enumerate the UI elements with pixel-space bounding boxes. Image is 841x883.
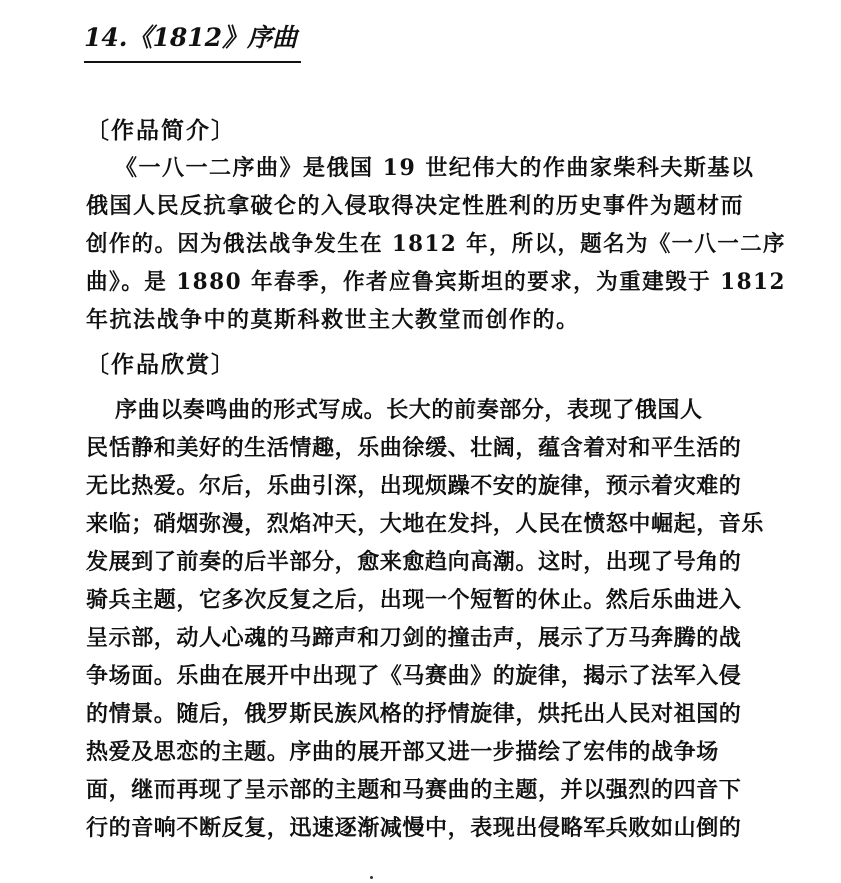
section-heading-intro: 〔作品简介〕 — [86, 117, 236, 144]
text-line: 无比热爱。尔后，乐曲引深，出现烦躁不安的旋律，预示着灾难的 — [86, 473, 742, 499]
text-line: 曲》。是 1880 年春季，作者应鲁宾斯坦的要求，为重建毁于 1812 — [86, 269, 786, 295]
text-line: 创作的。因为俄法战争发生在 1812 年，所以，题名为《一八一二序 — [86, 231, 786, 257]
text-line: 骑兵主题，它多次反复之后，出现一个短暂的休止。然后乐曲进入 — [86, 587, 742, 613]
text-line: 序曲以奏鸣曲的形式写成。长大的前奏部分，表现了俄国人 — [115, 397, 703, 423]
text-line: 民恬静和美好的生活情趣，乐曲徐缓、壮阔，蕴含着对和平生活的 — [86, 435, 742, 461]
text-line: 面，继而再现了呈示部的主题和马赛曲的主题，并以强烈的四音下 — [86, 777, 742, 803]
title-underline — [84, 61, 301, 63]
text-line: 《一八一二序曲》是俄国 19 世纪伟大的作曲家柴科夫斯基以 — [115, 155, 755, 181]
text-line: 呈示部，动人心魂的马蹄声和刀剑的撞击声，展示了万马奔腾的战 — [86, 625, 742, 651]
text-line: 争场面。乐曲在展开中出现了《马赛曲》的旋律，揭示了法军入侵 — [86, 663, 742, 689]
text-line: 热爱及思恋的主题。序曲的展开部又进一步描绘了宏伟的战争场 — [86, 739, 719, 765]
text-line: 来临；硝烟弥漫，烈焰冲天，大地在发抖，人民在愤怒中崛起，音乐 — [86, 511, 765, 537]
text-line: 发展到了前奏的后半部分，愈来愈趋向高潮。这时，出现了号角的 — [86, 549, 742, 575]
text-line: 俄国人民反抗拿破仑的入侵取得决定性胜利的历史事件为题材而 — [86, 193, 745, 219]
scan-speck — [370, 876, 373, 879]
page-title: 14.《1812》序曲 — [84, 23, 298, 52]
text-line: 行的音响不断反复，迅速逐渐减慢中，表现出侵略军兵败如山倒的 — [86, 815, 742, 841]
text-line: 年抗法战争中的莫斯科救世主大教堂而创作的。 — [86, 307, 580, 333]
text-line: 的情景。随后，俄罗斯民族风格的抒情旋律，烘托出人民对祖国的 — [86, 701, 742, 727]
section-heading-appreciation: 〔作品欣赏〕 — [86, 351, 236, 378]
